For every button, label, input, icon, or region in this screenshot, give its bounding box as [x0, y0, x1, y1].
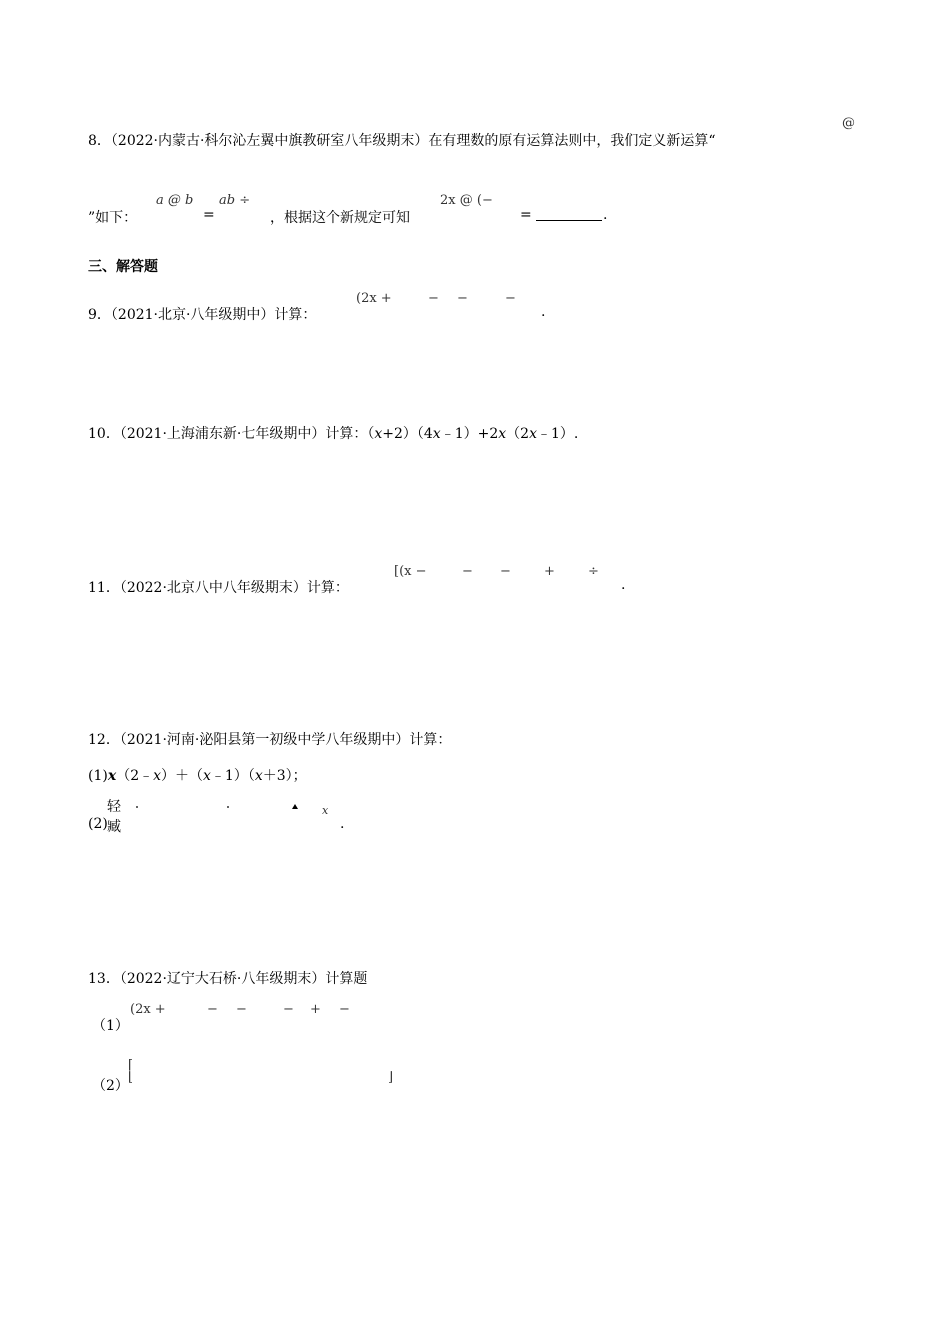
question-13-part-2-label: （2） — [92, 1078, 129, 1094]
question-13-part-1-frag-6: − — [339, 1002, 350, 1017]
question-10-var: x — [529, 426, 537, 442]
section-3-title: 三、解答题 — [88, 259, 158, 275]
question-11-frag-4: + — [544, 564, 555, 579]
question-11-frag-3: − — [500, 564, 511, 579]
question-9-text: 9．（2021·北京·八年级期中）计算： — [88, 307, 317, 323]
question-12-var: x — [254, 768, 263, 784]
question-9-frag-3: − — [457, 291, 468, 306]
question-13-part-2-bracket-bottom: ⌊ — [128, 1070, 134, 1085]
question-10-var: x — [498, 426, 507, 442]
question-12-var: x — [153, 768, 162, 784]
question-8-text: 8．（2022·内蒙古·科尔沁左翼中旗教研室八年级期末）在有理数的原有运算法则中，我们定义新运算“ — [88, 133, 716, 149]
question-12-part-2-glyph-bottom: 臧 — [107, 819, 121, 835]
question-13-part-1-frag-4: − — [283, 1002, 294, 1017]
question-8-def-rhs: ab ÷ — [219, 193, 251, 208]
question-13-part-1-label: （1） — [92, 1018, 129, 1034]
question-11-frag-1: [(x − — [394, 564, 427, 579]
question-10-part: ﹣1）+2 — [440, 426, 499, 442]
question-13-part-1-frag-3: − — [236, 1002, 247, 1017]
question-8-line2-mid: ，根据这个新规定可知 — [270, 210, 410, 226]
question-12-part: ﹣1）（ — [210, 768, 255, 784]
question-12-dot-mark — [136, 806, 138, 808]
question-9-frag-2: − — [428, 291, 439, 306]
question-10-text: 10．（2021·上海浦东新·七年级期中）计算：（ — [88, 426, 375, 442]
question-10-part: （2 — [506, 426, 530, 442]
question-8-def-lhs: a @ b — [156, 193, 194, 208]
question-12-part-2-label: (2) — [88, 816, 108, 832]
question-8-line2-prefix: ”如下： — [88, 210, 138, 226]
question-10-part: ﹣1）. — [536, 426, 579, 442]
question-9-frag-1: (2x + — [356, 291, 392, 306]
question-10-var: x — [432, 426, 441, 442]
question-8-def-eq: = — [203, 207, 215, 223]
question-9-frag-4: − — [505, 291, 516, 306]
question-8-eq: = — [520, 207, 532, 223]
question-13-text: 13．（2022·辽宁大石桥·八年级期末）计算题 — [88, 971, 368, 987]
question-9-period: . — [541, 304, 546, 320]
question-12-part: ）＋（ — [161, 768, 204, 784]
question-13-part-1-frag-1: (2x + — [130, 1002, 166, 1017]
question-10-part: +2）（4 — [382, 426, 433, 442]
question-10-line — [88, 423, 578, 443]
question-12-part-1 — [88, 765, 307, 785]
question-11-frag-2: − — [462, 564, 473, 579]
question-12-part-2-var: x — [322, 804, 329, 817]
question-10-var: x — [374, 426, 383, 442]
question-12-var: x — [107, 768, 117, 784]
question-11-text: 11．（2022·北京八中八年级期末）计算： — [88, 580, 349, 596]
question-8-period: . — [603, 207, 608, 223]
question-13-part-2-bracket-right: ⌋ — [388, 1070, 394, 1085]
question-12-text: 12．（2021·河南·泌阳县第一初级中学八年级期中）计算： — [88, 732, 452, 748]
question-12-part: ＋3）； — [262, 768, 307, 784]
part-label: (1) — [88, 768, 108, 784]
question-8-expr: 2x @ (− — [440, 193, 493, 208]
question-12-var: x — [203, 768, 211, 784]
question-13-part-1-frag-5: + — [310, 1002, 321, 1017]
question-12-part: （2﹣ — [116, 768, 154, 784]
question-11-period: . — [621, 577, 626, 593]
question-8-answer-blank[interactable] — [536, 208, 602, 221]
question-13-part-2-bracket-top: ⌈ — [128, 1058, 134, 1073]
question-12-part-2-glyph-top: 轻 — [107, 799, 121, 815]
question-12-dot-mark — [227, 806, 229, 808]
question-12-caret-mark — [292, 804, 298, 809]
question-13-part-1-frag-2: − — [207, 1002, 218, 1017]
question-12-part-2-period: . — [340, 816, 345, 832]
question-11-frag-5: ÷ — [588, 564, 599, 579]
question-8-at-symbol: @ — [842, 116, 855, 131]
